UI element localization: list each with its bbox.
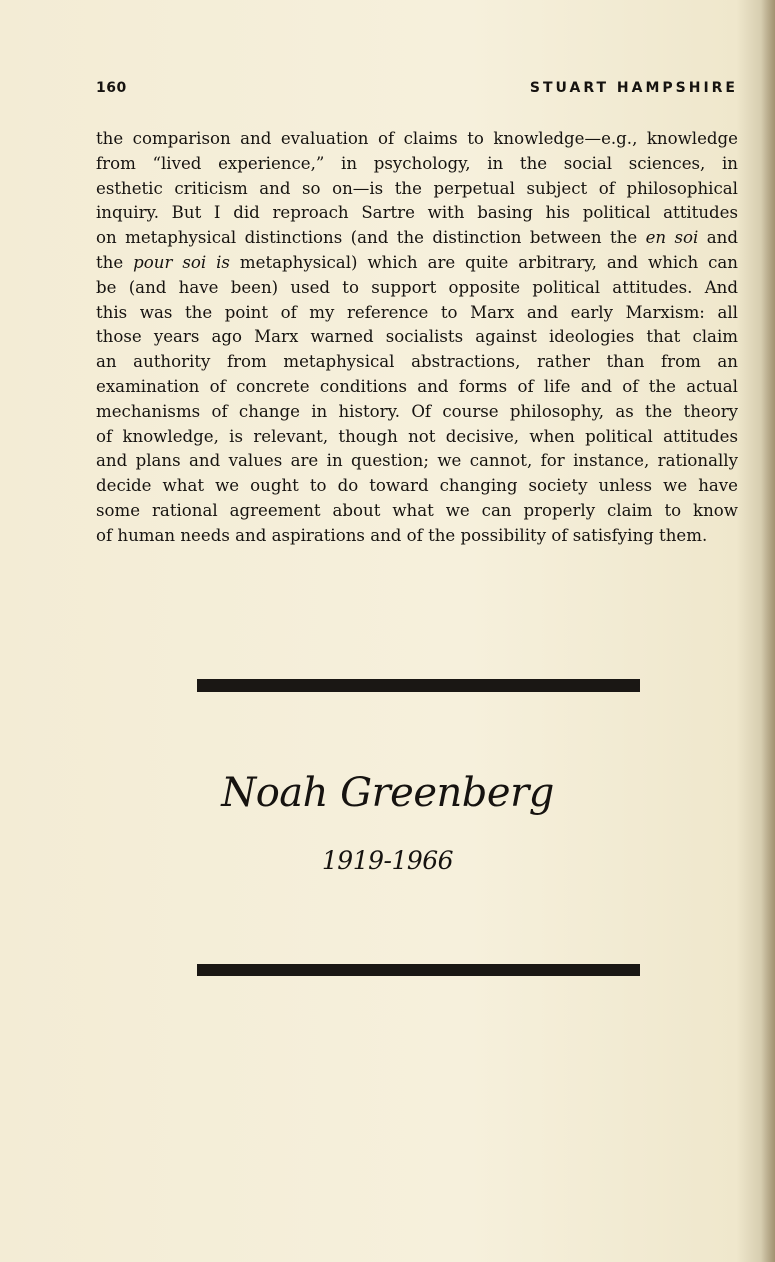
text-segment: this was the point of my reference to Marx and early Marxism: all [96,302,738,322]
page-edge-shadow [761,0,775,1262]
text-segment: inquiry. But I did reproach Sartre with basing his political attitudes [96,203,738,223]
text-line [96,301,738,326]
text-segment: some rational agreement about what we can properly claim to know [96,500,738,520]
text-line [96,449,738,474]
text-line [96,350,738,375]
page-number: 160 [96,80,127,96]
text-line [96,325,738,350]
text-segment: esthetic criticism and so on—is the perpetual subject of philosophical [96,178,738,198]
section-dates: 1919-1966 [321,846,454,875]
text-segment: and [698,228,738,248]
text-segment: the [96,252,134,272]
top-rule [197,679,640,692]
text-segment: decide what we ought to do toward changing society unless we have [96,476,738,496]
text-segment: an authority from metaphysical abstractions, rather than from an [96,352,738,372]
text-segment: of knowledge, is relevant, though not decisive, when political attitudes [96,426,738,446]
text-segment: the comparison and evaluation of claims to knowledge—e.g., knowledge [96,129,738,148]
text-line [96,499,738,524]
text-line [96,226,738,251]
page-header [96,80,738,104]
text-segment: and plans and values are in question; we cannot, for instance, rationally [96,451,738,471]
text-segment: of human needs and aspirations and of the possibility of satisfying them. [96,525,708,545]
text-line [96,425,738,450]
text-segment: be (and have been) used to support opposite political attitudes. And [96,277,738,297]
text-line [96,201,738,226]
text-line [96,276,738,301]
text-segment: those years ago Marx warned socialists against ideologies that claim [96,327,738,347]
text-line [96,474,738,499]
italic-phrase: pour soi is [133,252,230,272]
text-segment: examination of concrete conditions and forms of life and of the actual [96,376,738,396]
text-line [96,524,738,549]
text-line [96,251,738,276]
italic-phrase: en soi [645,228,699,248]
running-head: STUART HAMPSHIRE [529,80,738,96]
body-paragraph [96,127,738,549]
text-line [96,177,738,202]
text-line [96,400,738,425]
text-line [96,127,738,152]
text-segment: from “lived experience,” in psychology, in the social sciences, in [96,153,738,173]
text-line [96,152,738,177]
text-segment: metaphysical) which are quite arbitrary, and which can [229,252,738,272]
section-title: Noah Greenberg [221,770,554,816]
text-segment: on metaphysical distinctions (and the distinction between the [96,228,646,248]
text-segment: mechanisms of change in history. Of course philosophy, as the theory [96,401,738,421]
bottom-rule [197,964,640,976]
text-line [96,375,738,400]
